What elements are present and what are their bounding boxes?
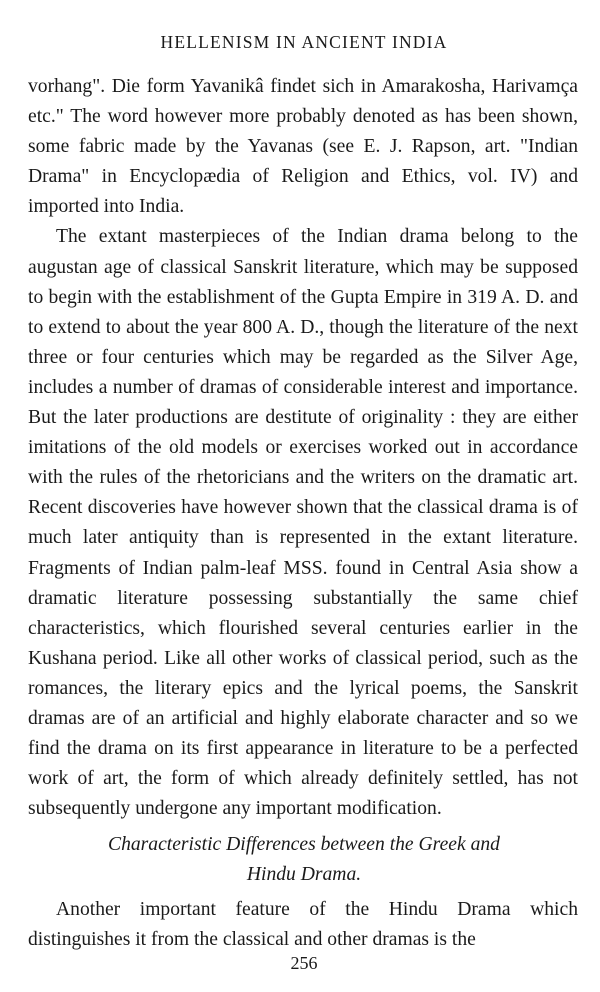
paragraph-augustan-age: The extant masterpieces of the Indian drama belong to the augustan age of classical Sanskrit literature, which may be supposed to begin with the establishment of the Gupta Empire in 319 A. D. and to extend to about the year 800 A. D., though the literature of the next three or four centuries which may be regarded as the Silver Age, includes a number of dramas of considerable interest and importance. But the later productions are destitute of originality : they are either imitations of the old models or exercises worked out in accordance with the rules of the rhetoricians and the writers on the dramatic art. Recent discoveries have however shown that the classical drama is of much later antiquity than is represented in the extant literature. Fragments of Indian palm-leaf MSS. found in Central Asia show a dramatic literature possessing substantially the same chief characteristics, which flourished several centuries earlier in the Kushana period. Like all other works of classical period, such as the romances, the literary epics and the lyrical poems, the Sanskrit dramas are of an artificial and highly elaborate character and so we find the drama on its first appearance in literature to be a perfected work of art, the form of which already definitely settled, has not subsequently undergone any important modification. — [28, 226, 578, 820]
paragraph-important-feature: Another important feature of the Hindu Drama which distinguishes it from the classical and other dramas is the — [28, 899, 578, 951]
section-heading-line-2: Hindu Drama. — [246, 864, 362, 885]
section-heading — [28, 830, 580, 890]
paragraph-continuation: vorhang". Die form Yavanikâ findet sich in Amarakosha, Harivamça etc." The word however more probably denoted as has been shown, some fabric made by the Yavanas (see E. J. Rapson, art. "Indian Drama" in Encyclopædia of Religion and Ethics, vol. IV) and imported into India. — [28, 76, 578, 218]
body-text — [28, 72, 578, 824]
page-number: 256 — [290, 953, 318, 973]
running-head: HELLENISM IN ANCIENT INDIA — [160, 32, 448, 52]
section-heading-line-1: Characteristic Differences between the Greek and — [108, 834, 500, 855]
book-page — [28, 0, 580, 992]
